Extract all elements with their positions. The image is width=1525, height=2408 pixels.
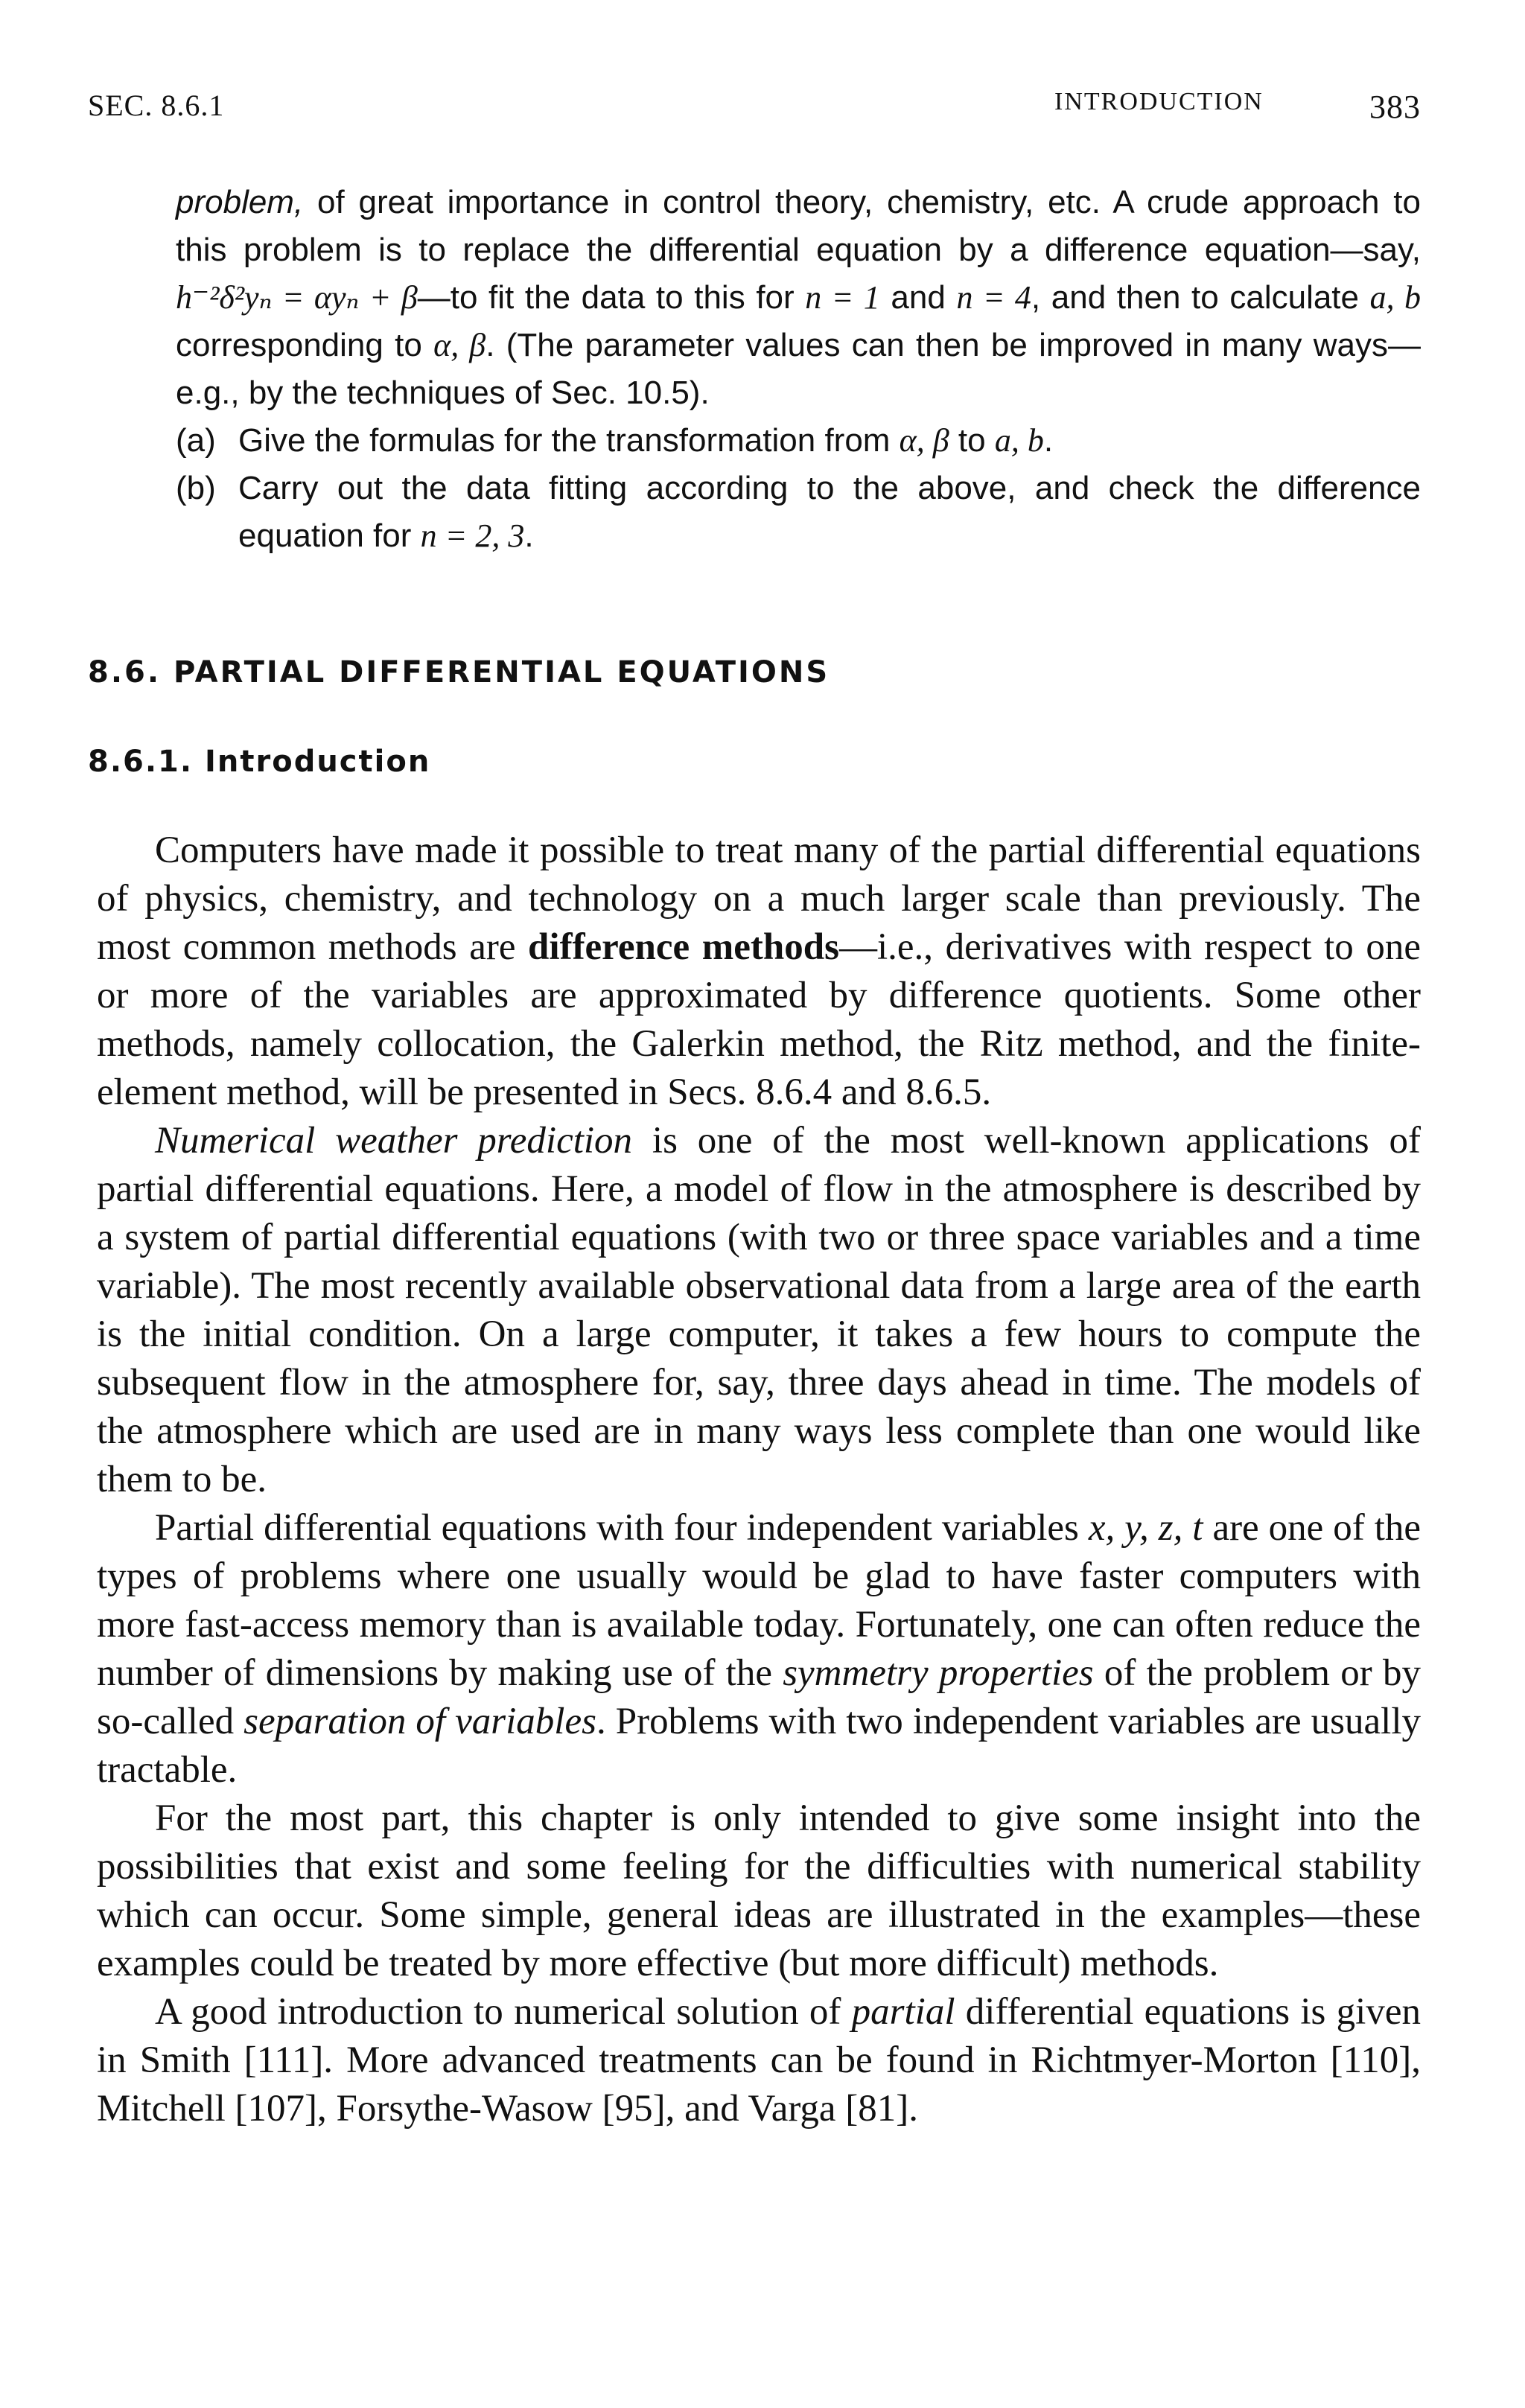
body-text: [97, 826, 1421, 2133]
item-b-n: n = 2, 3: [420, 517, 525, 554]
item-a-end: .: [1043, 422, 1054, 459]
exercise-text-5: . (The parameter values can then be improved in many ways—e.g., by the techniques of Sec. 10.5).: [176, 327, 1421, 411]
exercise-text-3: , and then to calculate: [1031, 279, 1370, 316]
item-a-to-text: to: [949, 422, 995, 459]
p5-text-a: A good introduction to numerical solution of: [155, 1991, 852, 2033]
running-head: [88, 88, 1421, 133]
section-heading: 8.6. PARTIAL DIFFERENTIAL EQUATIONS: [88, 655, 830, 689]
exercise-item-b: [176, 465, 1421, 560]
p5-text-b: differential equations is given in Smith [111]. More advanced treatments can be found in Richtmyer-Morton [110], Mitchell [107], Forsythe-Wasow [95], and Varga [81].: [97, 1991, 1421, 2130]
exercise-intro: [176, 179, 1421, 417]
n-equals-4: n = 4: [956, 279, 1031, 316]
item-a-text: Give the formulas for the transformation from: [238, 422, 900, 459]
item-a-label: (a): [176, 422, 216, 459]
item-a-from: α, β: [899, 422, 949, 459]
item-b-label: (b): [176, 470, 216, 506]
p2-italic-term: Numerical weather prediction: [155, 1120, 633, 1162]
p3-text-a: Partial differential equations with four independent variables: [155, 1507, 1089, 1549]
exercise-item-a: [176, 417, 1421, 465]
p3-text-d: . Problems with two independent variables are usually tractable.: [97, 1701, 1421, 1791]
item-b-text: Carry out the data fitting according to the above, and check the difference equation for: [238, 470, 1421, 554]
running-head-section: SEC. 8.6.1: [88, 89, 225, 122]
p3-italic-separation: separation of variables: [243, 1701, 596, 1742]
a-b-symbols: a, b: [1369, 279, 1421, 316]
paragraph-5: [97, 1988, 1421, 2133]
exercise-text-2: —to fit the data to this for: [417, 279, 806, 316]
running-head-title: INTRODUCTION: [1054, 88, 1264, 115]
subsection-heading: 8.6.1. Introduction: [88, 745, 431, 779]
difference-equation: h⁻²δ²yₙ = αyₙ + β: [176, 279, 418, 316]
p3-variables: x, y, z, t: [1088, 1507, 1203, 1549]
p5-italic-partial: partial: [851, 1991, 955, 2033]
item-a-to: a, b: [994, 422, 1044, 459]
paragraph-3: [97, 1504, 1421, 1794]
exercise-text-1: of great importance in control theory, chemistry, etc. A crude approach to this problem is to replace the differential equation by a difference equation—say,: [176, 184, 1421, 268]
p1-bold-term: difference methods: [528, 926, 839, 968]
p1-text-a: Computers have made it possible to treat many of the partial differential equations of physics, chemistry, and technology on a much larger scale than previously. The most common methods are: [97, 829, 1421, 968]
p2-text: is one of the most well-known applications of partial differential equations. Here, a model of flow in the atmosphere is described by a system of partial differential equations (with two or three space variables and a time variable). The most recently available observational data from a large area of the earth is the initial condition. On a large computer, it takes a few hours to compute the subsequent flow in the atmosphere for, say, three days ahead in time. The models of the atmosphere which are used are in many ways less complete than one would like them to be.: [97, 1120, 1421, 1500]
exercise-and: and: [879, 279, 957, 316]
exercise-intro-italic: problem,: [176, 184, 304, 220]
p3-text-b: are one of the types of problems where one usually would be glad to have faster computers with more fast-access memory than is available today. Fortunately, one can often reduce the number of dimensions by making use of the: [97, 1507, 1421, 1694]
p1-text-b: —i.e., derivatives with respect to one or more of the variables are approximated by difference quotients. Some other methods, namely collocation, the Galerkin method, the Ritz method, and the finite-element method, will be presented in Secs. 8.6.4 and 8.6.5.: [97, 926, 1421, 1113]
item-b-end: .: [524, 517, 534, 554]
exercise-text-4: corresponding to: [176, 327, 434, 363]
paragraph-1: [97, 826, 1421, 1117]
paragraph-4: For the most part, this chapter is only intended to give some insight into the possibilities that exist and some feeling for the difficulties with numerical stability which can occur. Some simple, general ideas are illustrated in the examples—these examples could be treated by more effective (but more difficult) methods.: [97, 1797, 1421, 1984]
p3-text-c: of the problem or by so-called: [97, 1652, 1421, 1742]
page-number: 383: [1369, 89, 1421, 125]
p3-italic-symmetry: symmetry properties: [783, 1652, 1094, 1694]
exercise-block: [176, 179, 1421, 560]
paragraph-2: [97, 1117, 1421, 1504]
n-equals-1: n = 1: [805, 279, 880, 316]
alpha-beta-symbols: α, β: [433, 327, 486, 363]
